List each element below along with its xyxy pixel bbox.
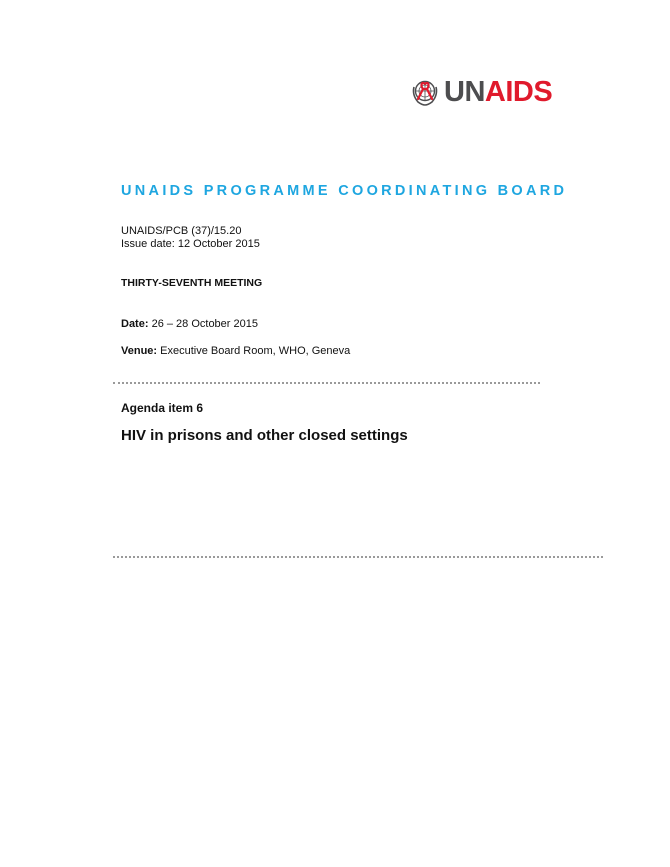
meeting-title: THIRTY-SEVENTH MEETING bbox=[121, 277, 263, 289]
date-value: 26 – 28 October 2015 bbox=[148, 318, 258, 330]
divider-bottom bbox=[113, 556, 603, 558]
un-emblem-icon bbox=[410, 77, 440, 107]
venue-label: Venue: bbox=[121, 345, 158, 357]
date-label: Date: bbox=[121, 318, 149, 330]
document-reference: UNAIDS/PCB (37)/15.20 bbox=[121, 225, 242, 237]
logo-text-aids: AIDS bbox=[484, 76, 553, 108]
board-title: UNAIDS PROGRAMME COORDINATING BOARD bbox=[121, 183, 568, 199]
divider-top bbox=[113, 382, 540, 384]
venue-value: Executive Board Room, WHO, Geneva bbox=[157, 345, 351, 357]
logo-wordmark bbox=[444, 74, 552, 110]
issue-date: Issue date: 12 October 2015 bbox=[121, 238, 260, 250]
unaids-logo bbox=[410, 74, 552, 110]
logo-text-un: UN bbox=[444, 76, 485, 108]
meeting-date bbox=[121, 318, 258, 331]
meeting-venue bbox=[121, 345, 350, 358]
agenda-item-label: Agenda item 6 bbox=[121, 401, 204, 415]
agenda-title: HIV in prisons and other closed settings bbox=[121, 427, 408, 444]
